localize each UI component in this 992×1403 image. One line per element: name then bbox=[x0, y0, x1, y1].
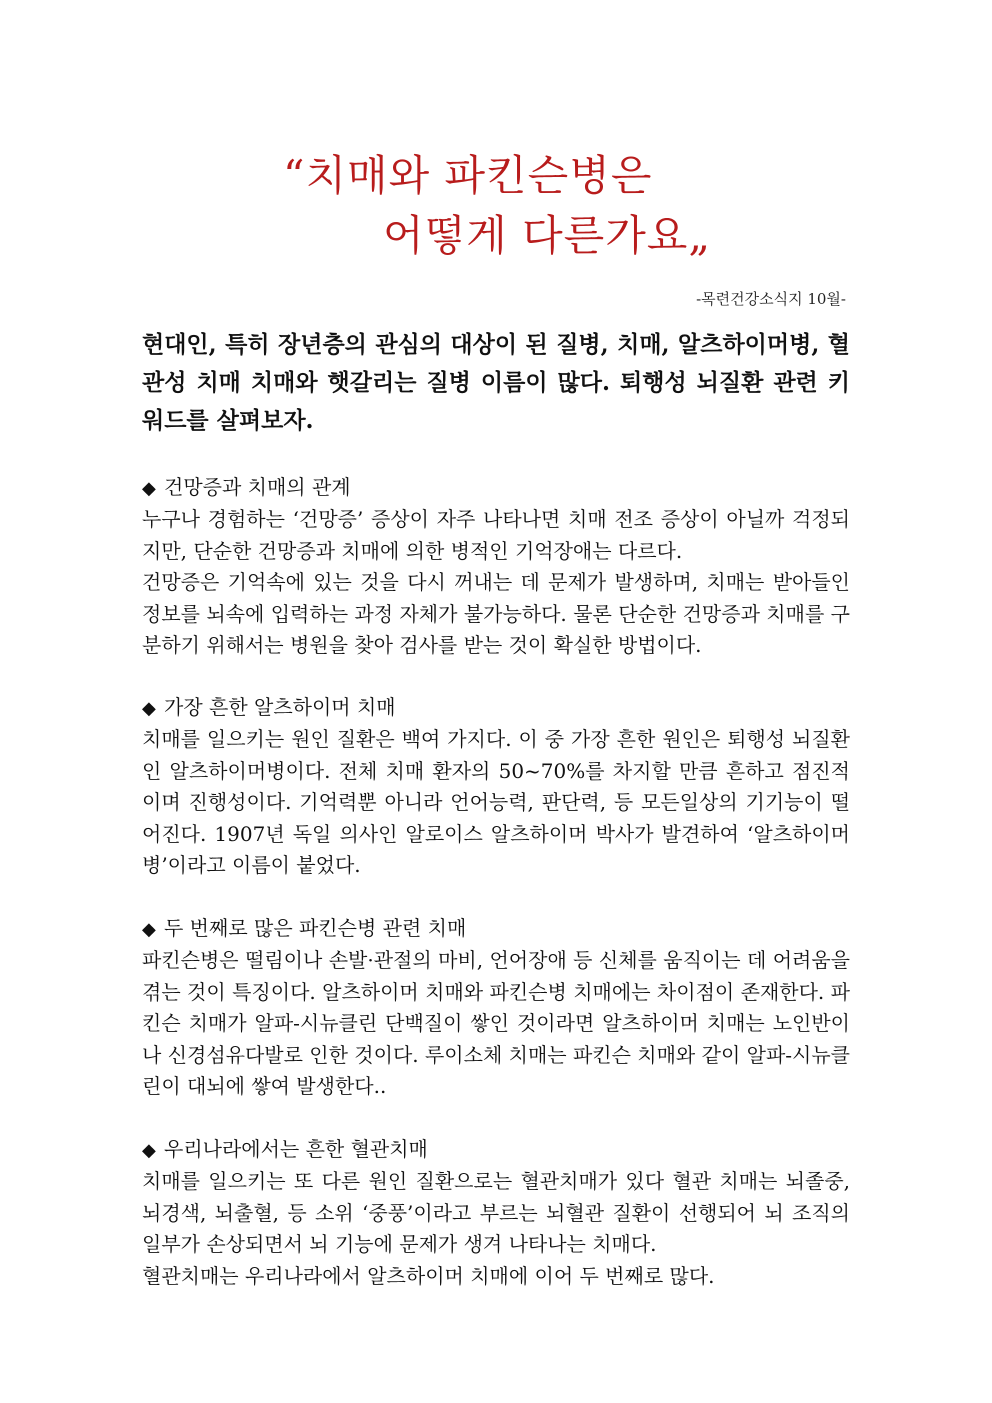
section-heading-text: 우리나라에서는 흔한 혈관치매 bbox=[164, 1137, 428, 1161]
section-alzheimer bbox=[142, 692, 850, 882]
section-paragraph: 치매를 일으키는 또 다른 원인 질환으로는 혈관치매가 있다 혈관 치매는 뇌졸중, 뇌경색, 뇌출혈, 등 소위 ‘중풍’이라고 부르는 뇌혈관 질환이 선행되어 뇌 조직의 일부가 손상되면서 뇌 기능에 문제가 생겨 나타나는 치매다. bbox=[142, 1169, 850, 1256]
title-line-2: 어떻게 다른가요„ bbox=[383, 211, 712, 260]
section-paragraph: 누구나 경험하는 ‘건망증’ 증상이 자주 나타나면 치매 전조 증상이 아닐까 걱정되지만, 단순한 건망증과 치매에 의한 병적인 기억장애는 다르다. bbox=[142, 507, 850, 563]
source-caption: -목련건강소식지 10월- bbox=[696, 290, 846, 308]
section-heading bbox=[142, 1134, 850, 1166]
section-paragraph: 치매를 일으키는 원인 질환은 백여 가지다. 이 중 가장 흔한 원인은 퇴행성 뇌질환인 알츠하이머병이다. 전체 치매 환자의 50~70%를 차지할 만큼 흔하고 점진적이며 진행성이다. 기억력뿐 아니라 언어능력, 판단력, 등 모든일상의 기기능이 떨어진다. 1907년 독일 의사인 알로이스 알츠하이머 박사가 발견하여 ‘알츠하이머병’이라고 이름이 붙었다. bbox=[142, 727, 850, 877]
intro-paragraph: 현대인, 특히 장년층의 관심의 대상이 된 질병, 치매, 알츠하이머병, 혈관성 치매 치매와 햇갈리는 질병 이름이 많다. 퇴행성 뇌질환 관련 키워드를 살펴보자. bbox=[142, 331, 850, 434]
diamond-bullet-icon: ◆ bbox=[142, 1140, 156, 1161]
section-heading-text: 가장 흔한 알츠하이머 치매 bbox=[164, 695, 396, 719]
diamond-bullet-icon: ◆ bbox=[142, 698, 156, 719]
section-paragraph: 파킨슨병은 떨림이나 손발·관절의 마비, 언어장애 등 신체를 움직이는 데 어려움을 겪는 것이 특징이다. 알츠하이머 치매와 파킨슨병 치매에는 차이점이 존재한다. 파킨슨 치매가 알파-시뉴클린 단백질이 쌓인 것이라면 알츠하이머 치매는 노인반이나 신경섬유다발로 인한 것이다. 루이소체 치매는 파킨슨 치매와 같이 알파-시뉴클린이 대뇌에 쌓여 발생한다.. bbox=[142, 948, 850, 1098]
section-heading bbox=[142, 692, 850, 724]
section-parkinson bbox=[142, 913, 850, 1103]
title-line-1: “치매와 파킨슨병은 bbox=[283, 151, 653, 200]
section-heading bbox=[142, 472, 850, 504]
section-paragraph: 혈관치매는 우리나라에서 알츠하이머 치매에 이어 두 번째로 많다. bbox=[142, 1263, 715, 1288]
section-vascular bbox=[142, 1134, 850, 1292]
section-forgetfulness bbox=[142, 472, 850, 662]
diamond-bullet-icon: ◆ bbox=[142, 919, 156, 940]
section-heading-text: 건망증과 치매의 관계 bbox=[164, 475, 351, 499]
section-paragraph: 건망증은 기억속에 있는 것을 다시 꺼내는 데 문제가 발생하며, 치매는 받아들인 정보를 뇌속에 입력하는 과정 자체가 불가능하다. 물론 단순한 건망증과 치매를 구분하기 위해서는 병원을 찾아 검사를 받는 것이 확실한 방법이다. bbox=[142, 570, 850, 657]
section-heading-text: 두 번째로 많은 파킨슨병 관련 치매 bbox=[164, 916, 467, 940]
diamond-bullet-icon: ◆ bbox=[142, 478, 156, 499]
section-heading bbox=[142, 913, 850, 945]
